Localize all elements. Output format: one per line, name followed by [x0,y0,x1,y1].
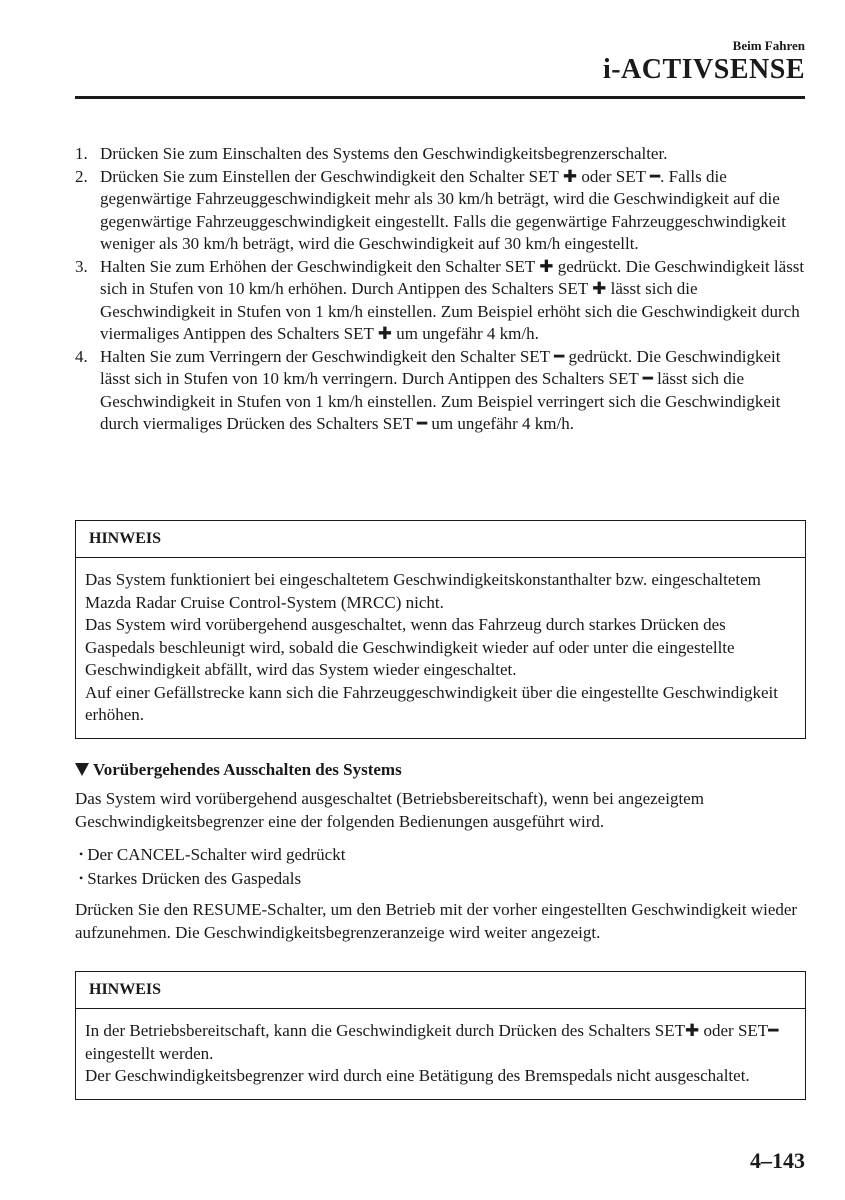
list-item: • Der CANCEL-Schalter wird gedrückt [79,843,345,867]
step-item [75,256,805,346]
section-heading-text: Vorübergehendes Ausschalten des Systems [93,760,402,779]
bullet-list [79,843,345,890]
note-heading: HINWEIS [76,972,805,1009]
section-heading [75,759,402,781]
note-line: Das System wird vorübergehend ausgeschaltet, wenn das Fahrzeug durch starkes Drücken des Gaspedals beschleunigt wird, sobald die Geschwindigkeit wieder auf oder unter die eingestellte Geschwindigkeit abfällt, wird das System wieder eingeschaltet. [85,615,735,679]
step-number: 3. [75,256,88,276]
step-item [75,166,805,256]
note-line: Das System funktioniert bei eingeschaltetem Geschwindigkeitskonstanthalter bzw. eingeschaltetem Mazda Radar Cruise Control-System (MRCC) nicht. [85,570,761,612]
step-number: 2. [75,166,88,186]
note-heading: HINWEIS [76,521,805,558]
resume-paragraph: Drücken Sie den RESUME-Schalter, um den Betrieb mit der vorher eingestellten Geschwindigkeit wieder aufzunehmen. Die Geschwindigkeitsbegrenzeranzeige wird weiter angezeigt. [75,900,798,942]
step-item [75,143,805,166]
note-line: In der Betriebsbereitschaft, kann die Geschwindigkeit durch Drücken des Schalters SET✚ oder SET━ eingestellt werden. [85,1021,779,1063]
step-text: Drücken Sie zum Einstellen der Geschwindigkeit den Schalter SET ✚ oder SET ━. Falls die gegenwärtige Fahrzeuggeschwindigkeit mehr als 30 km/h beträgt, wird die Geschwindigkeit auf die gegenwärtige Fahrzeuggeschwindigkeit eingestellt. Falls die gegenwärtige Fahrzeuggeschwindigkeit weniger als 30 km/h beträgt, wird die Geschwindigkeit auf 30 km/h eingestellt. [100,166,786,253]
section-intro: Das System wird vorübergehend ausgeschaltet (Betriebsbereitschaft), wenn bei angezeigtem Geschwindigkeitsbegrenzer eine der folgenden Bedienungen ausgeführt wird. [75,789,704,831]
step-item [75,346,805,436]
note-line: Auf einer Gefällstrecke kann sich die Fahrzeuggeschwindigkeit über die eingestellte Geschwindigkeit erhöhen. [85,682,778,724]
note-box [75,520,806,739]
header-section-label: Beim Fahren [732,38,805,53]
triangle-marker-icon [75,763,89,776]
header-divider [75,96,805,99]
note-line: Der Geschwindigkeitsbegrenzer wird durch eine Betätigung des Bremspedals nicht ausgeschaltet. [85,1066,750,1085]
list-item: • Starkes Drücken des Gaspedals [79,867,345,891]
step-text: Halten Sie zum Verringern der Geschwindigkeit den Schalter SET ━ gedrückt. Die Geschwindigkeit lässt sich in Stufen von 10 km/h verringern. Durch Antippen des Schalters SET ━ lässt sich die Geschwindigkeit in Stufen von 1 km/h einstellen. Zum Beispiel verringert sich die Geschwindigkeit durch viermaliges Drücken des Schalters SET ━ um ungefähr 4 km/h. [100,346,781,433]
step-number: 4. [75,346,88,366]
step-text: Drücken Sie zum Einschalten des Systems den Geschwindigkeitsbegrenzerschalter. [100,144,668,163]
page-number: 4–143 [750,1148,805,1173]
note-body [76,1009,805,1099]
page-title: i-ACTIVSENSE [602,54,805,85]
instruction-steps [75,143,805,436]
step-text: Halten Sie zum Erhöhen der Geschwindigkeit den Schalter SET ✚ gedrückt. Die Geschwindigkeit lässt sich in Stufen von 10 km/h erhöhen. Durch Antippen des Schalters SET ✚ lässt sich die Geschwindigkeit in Stufen von 1 km/h einstellen. Zum Beispiel erhöht sich die Geschwindigkeit durch viermaliges Antippen des Schalters SET ✚ um ungefähr 4 km/h. [100,256,805,343]
note-body [76,558,805,738]
note-box [75,971,806,1100]
step-number: 1. [75,144,88,163]
